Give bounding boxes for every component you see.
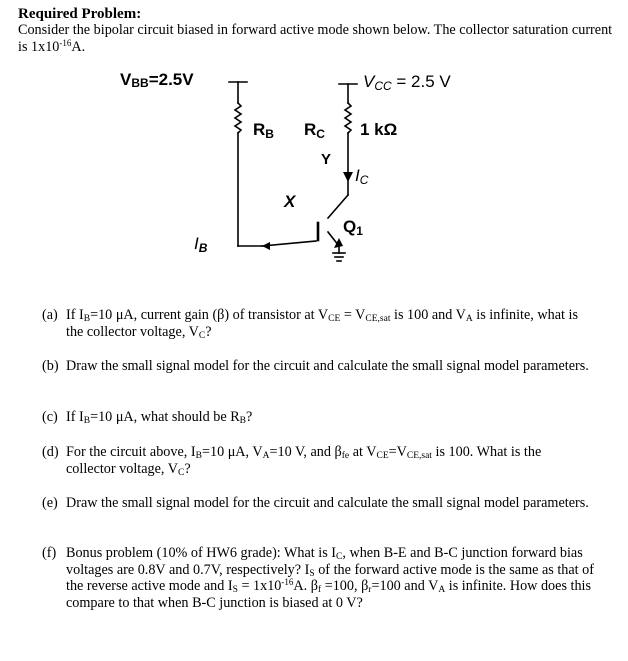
question-c: (c) If $I_B=10$ μA, what should be $R_B$?: [42, 409, 253, 426]
node-y-label: Y: [321, 151, 332, 168]
question-f: (f) Bonus problem (10% of HW6 grade): What is $I_C$, when B-E and B-C junction forward bias voltages are 0.8V and 0.7V, respectively? $I_S$ of the forward active mode is the same as that of the reverse active mode and $I_S = 1x10^{-16}A$. $\beta_f =100$, $\beta_r=100$ and $V_A$ is infinite. How does this compare to that when B-C junction is biased at 0 V?: [42, 545, 594, 611]
ib-arrow-icon: [262, 242, 270, 250]
emitter-arrow-icon: [334, 238, 343, 248]
intro-exponent: -16: [59, 37, 72, 48]
vcc-label: VCC = 2.5 V: [363, 72, 451, 93]
node-x-label: X: [284, 192, 296, 211]
ic-arrow-icon: [343, 172, 353, 182]
intro-text: Consider the bipolar circuit biased in forward active mode shown below. The collector saturation current is 1x10: [18, 22, 613, 55]
ib-label: IB: [194, 234, 208, 255]
q1-label: Q1: [343, 217, 363, 238]
question-a-label: (a): [42, 307, 58, 323]
problem-heading: Required Problem:: [18, 6, 142, 22]
ic-label: IC: [355, 166, 369, 187]
intro-unit: A.: [71, 38, 86, 55]
question-c-label: (c): [42, 409, 58, 425]
circuit-diagram: [0, 60, 628, 290]
rb-resistor: [235, 103, 241, 133]
transistor-collector-lead: [328, 195, 348, 218]
question-a: (a) If $I_B=10$ μA, current gain (β) of transistor at $V_{CE} = V_{CE,sat}$ is 100 and $V_A$ is infinite, what is the collector voltage, $V_C$?: [42, 307, 578, 341]
question-d: (d) For the circuit above, $I_B=10$ μA, $V_A=10$ V, and $\beta_{fe}$ at $V_{CE}=V_{CE,sat}$ is 100. What is the collector voltage, $V_C$?: [42, 444, 542, 478]
question-b: (b) Draw the small signal model for the circuit and calculate the small signal model parameters.: [42, 358, 589, 374]
question-e: (e) Draw the small signal model for the circuit and calculate the small signal model parameters.: [42, 495, 589, 511]
problem-intro: [18, 22, 618, 55]
question-d-label: (d): [42, 444, 59, 460]
base-lead: [262, 241, 316, 246]
vbb-label: VBB=2.5V: [120, 70, 194, 90]
question-e-label: (e): [42, 495, 58, 511]
question-f-label: (f): [42, 545, 57, 561]
rc-resistor: [345, 103, 351, 133]
rb-label: RB: [253, 120, 274, 141]
rc-value: 1 kΩ: [360, 120, 398, 139]
rc-label: RC: [304, 120, 325, 141]
question-b-label: (b): [42, 358, 59, 374]
